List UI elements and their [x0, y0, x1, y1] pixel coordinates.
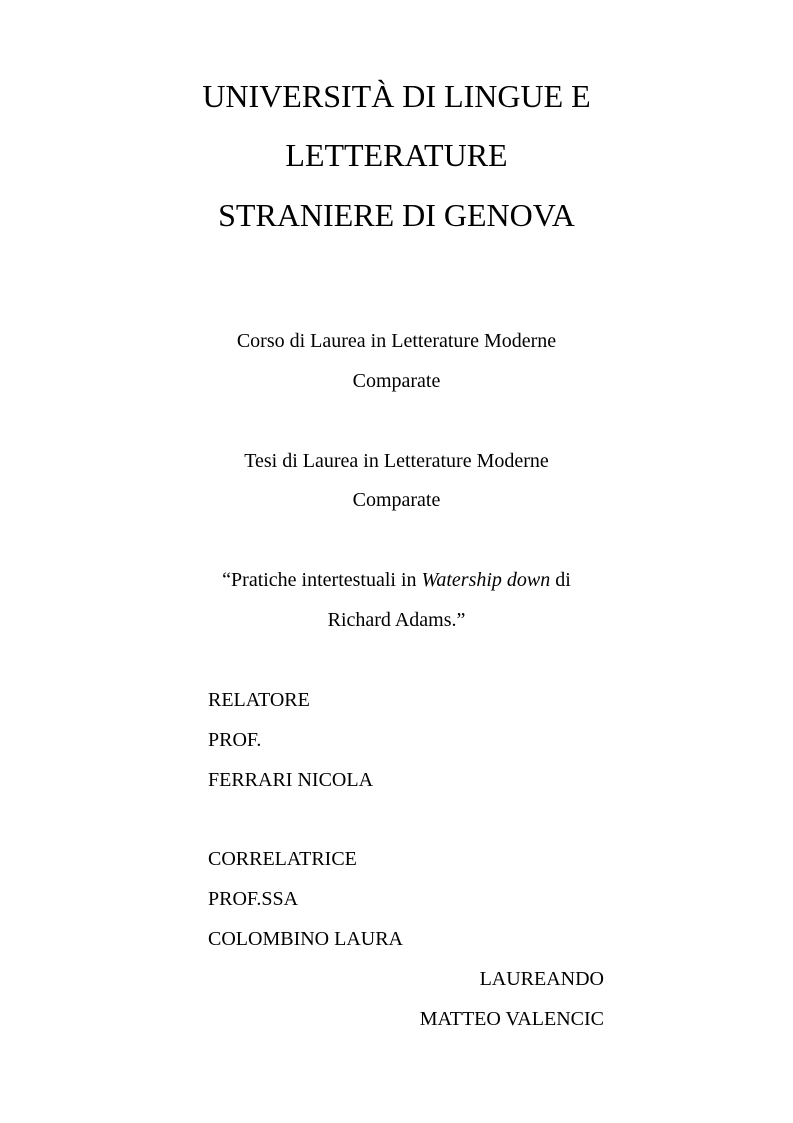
thesis-title-line-2: Richard Adams.” [327, 609, 466, 631]
co-supervisor-title: PROF.SSA [208, 888, 299, 910]
candidate-role: LAUREANDO [479, 968, 604, 990]
co-supervisor-name: COLOMBINO LAURA [208, 928, 403, 950]
thesis-type-line-2: Comparate [352, 489, 441, 511]
thesis-title-prefix: “Pratiche intertestuali in [222, 569, 422, 591]
degree-course-line-1: Corso di Laurea in Letterature Moderne [236, 330, 557, 352]
supervisor-name: FERRARI NICOLA [208, 769, 374, 791]
degree-course-line-2: Comparate [352, 370, 441, 392]
thesis-type-line-1: Tesi di Laurea in Letterature Moderne [244, 450, 549, 472]
thesis-title-suffix: di [550, 569, 571, 591]
thesis-title-line-1 [0, 567, 793, 593]
thesis-title-book: Watership down [421, 569, 551, 591]
candidate-name: MATTEO VALENCIC [419, 1008, 604, 1030]
supervisor-title: PROF. [208, 729, 262, 751]
supervisor-role: RELATORE [208, 689, 310, 711]
co-supervisor-role: CORRELATRICE [208, 848, 357, 870]
university-heading-line-1: UNIVERSITÀ DI LINGUE E [202, 78, 591, 114]
university-heading-line-2: LETTERATURE [285, 137, 508, 173]
university-heading-line-3: STRANIERE DI GENOVA [218, 197, 575, 233]
